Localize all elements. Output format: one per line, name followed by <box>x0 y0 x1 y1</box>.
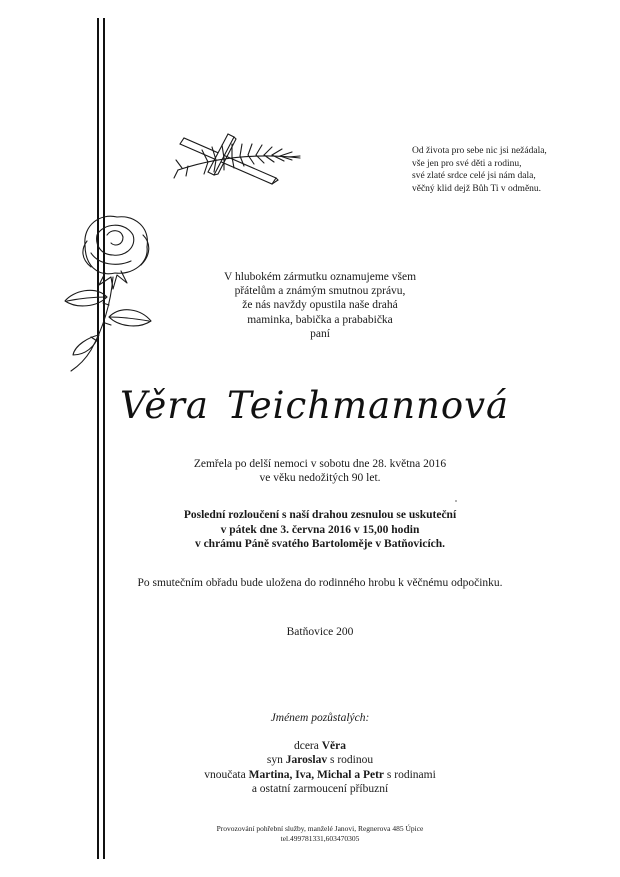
funeral-line: Poslední rozloučení s naší drahou zesnulou se uskuteční <box>183 509 457 521</box>
footer <box>170 824 470 844</box>
family-relation: vnoučata <box>204 768 249 781</box>
poem <box>412 145 612 195</box>
funeral-line: v chrámu Páně svatého Bartoloměje v Batňovicích. <box>194 538 446 550</box>
footer-line: Provozování pohřební služby, manželé Janovi, Regnerova 485 Úpice <box>216 824 424 833</box>
family-member: Martina, Iva, Michal a Petr <box>248 768 385 781</box>
family-relation-suffix: s rodinou <box>327 754 374 767</box>
funeral-info <box>120 508 520 552</box>
poem-line: své zlaté srdce celé jsi nám dala, <box>412 171 536 181</box>
deceased-first-name: Věra <box>120 384 209 427</box>
deceased-last-name: Teichmannová <box>226 384 510 427</box>
family-line <box>150 768 490 782</box>
family-list <box>150 739 490 796</box>
poem-line: vše jen pro své děti a rodinu, <box>412 158 522 169</box>
deceased-name <box>120 384 540 427</box>
family-line <box>150 753 490 767</box>
intro-text <box>150 270 490 341</box>
footer-phone: tel.499781331,603470305 <box>280 834 360 843</box>
death-notice-line: ve věku nedožitých 90 let. <box>259 472 381 484</box>
family-line: a ostatní zarmoucení příbuzní <box>251 782 389 795</box>
burial-text: Po smutečním obřadu bude uložena do rodinného hrobu k věčnému odpočinku. <box>137 577 503 589</box>
death-notice-line: Zemřela po delší nemoci v sobotu dne 28. května 2016 <box>193 458 447 470</box>
family-relation: syn <box>266 754 286 767</box>
intro-line: přátelům a známým smutnou zprávu, <box>234 285 406 298</box>
poem-line: Od života pro sebe nic jsi nežádala, <box>412 146 547 156</box>
rose-icon <box>55 205 165 375</box>
left-rule-outer <box>97 18 99 859</box>
funeral-line: v pátek dne 3. června 2016 v 15,00 hodin <box>220 523 420 536</box>
family-line <box>150 739 490 753</box>
intro-line: paní <box>310 327 330 340</box>
intro-line: že nás navždy opustila naše drahá <box>242 299 398 312</box>
left-rule-inner <box>103 18 105 859</box>
family-member: Věra <box>321 740 347 752</box>
address: Batňovice 200 <box>286 626 354 638</box>
death-notice <box>150 457 490 485</box>
family-member: Jaroslav <box>285 754 328 767</box>
intro-line: maminka, babička a prababička <box>247 313 393 326</box>
poem-line: věčný klid dejž Bůh Ti v odměnu. <box>412 183 542 194</box>
scan-speck <box>455 500 457 502</box>
on-behalf-heading: Jménem pozůstalých: <box>270 712 370 724</box>
family-relation-suffix: s rodinami <box>384 768 436 781</box>
intro-line: V hlubokém zármutku oznamujeme všem <box>223 271 417 283</box>
family-relation: dcera <box>293 740 322 752</box>
cross-with-palm-icon <box>168 130 308 190</box>
